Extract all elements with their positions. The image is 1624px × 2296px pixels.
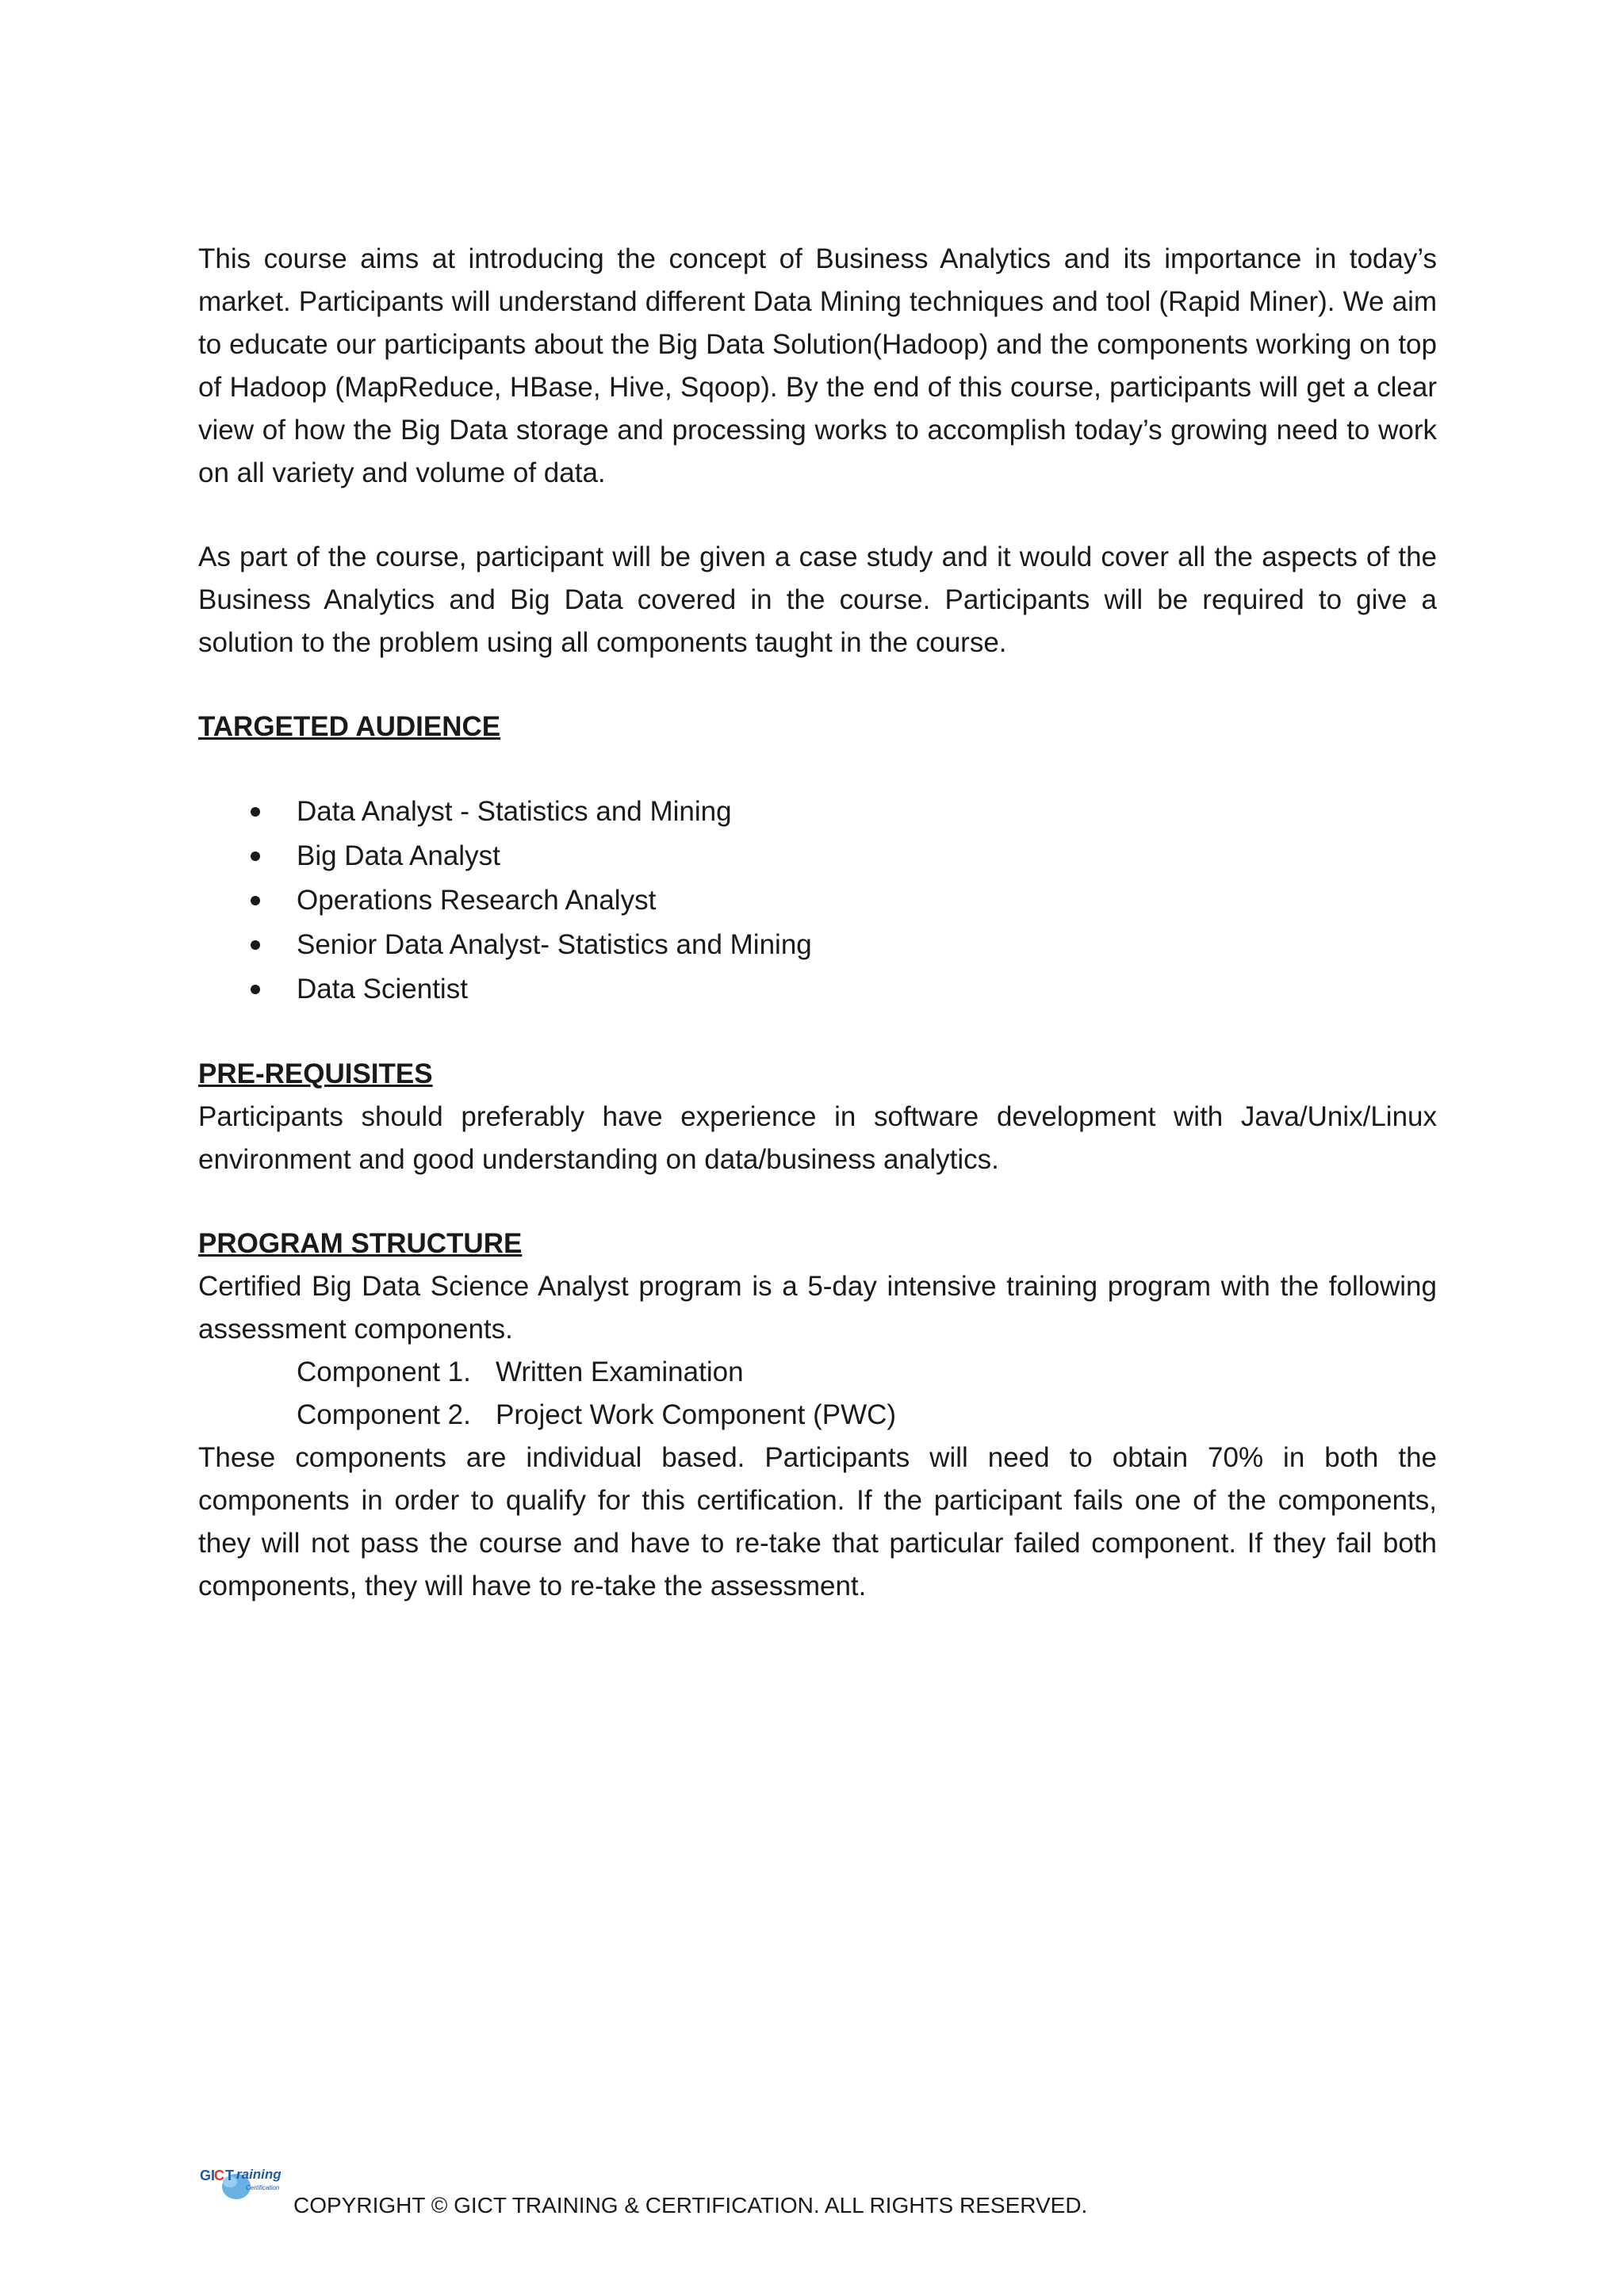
program-intro: Certified Big Data Science Analyst program is a 5-day intensive training program with the following assessment components. xyxy=(198,1271,1437,1345)
bullet-icon xyxy=(251,896,260,905)
component-label: Component 1. xyxy=(297,1357,471,1387)
program-outro: These components are individual based. Participants will need to obtain 70% in both the components in order to qualify for this certification. If the participant fails one of the components, they will not pass the course and have to re-take that particular failed component. If they fail both components, they will have to re-take the assessment. xyxy=(198,1442,1437,1601)
bullet-icon xyxy=(251,985,260,994)
bullet-icon xyxy=(251,807,260,817)
component-row-1 xyxy=(198,1351,1437,1394)
svg-text:T: T xyxy=(225,2168,234,2183)
audience-list xyxy=(198,790,1437,1012)
document-body xyxy=(198,238,1437,1608)
component-name: Project Work Component (PWC) xyxy=(496,1399,897,1430)
component-label: Component 2. xyxy=(297,1399,471,1430)
gict-logo xyxy=(200,2156,287,2204)
bullet-icon xyxy=(251,940,260,950)
list-item: Data Analyst - Statistics and Mining xyxy=(251,790,1437,834)
intro-paragraph-2: As part of the course, participant will be given a case study and it would cover all the aspects of the Business Analytics and Big Data covered in the course. Participants will be required to give a solution to the problem using all components taught in the course. xyxy=(198,541,1437,658)
copyright-notice: COPYRIGHT © GICT TRAINING & CERTIFICATION. ALL RIGHTS RESERVED. xyxy=(293,2193,1088,2218)
prerequisites-text: Participants should preferably have experience in software development with Java/Unix/Linux environment and good understanding on data/business analytics. xyxy=(198,1101,1437,1175)
list-item: Big Data Analyst xyxy=(251,834,1437,878)
targeted-audience-heading: TARGETED AUDIENCE xyxy=(198,711,501,742)
prerequisites-heading: PRE-REQUISITES xyxy=(198,1058,433,1089)
component-row-2 xyxy=(198,1394,1437,1437)
list-item: Operations Research Analyst xyxy=(251,878,1437,923)
bullet-icon xyxy=(251,851,260,861)
svg-text:GI: GI xyxy=(200,2168,216,2183)
program-structure-heading: PROGRAM STRUCTURE xyxy=(198,1228,523,1259)
page-footer xyxy=(200,2156,1310,2220)
list-item: Data Scientist xyxy=(251,967,1437,1012)
svg-text:C: C xyxy=(214,2168,224,2183)
intro-paragraph-1: This course aims at introducing the concept of Business Analytics and its importance in today’s market. Participants will understand different Data Mining techniques and tool (Rapid Miner). We aim to educate our participants about the Big Data Solution(Hadoop) and the components working on top of Hadoop (MapReduce, HBase, Hive, Sqoop). By the end of this course, participants will get a clear view of how the Big Data storage and processing works to accomplish today’s growing need to work on all variety and volume of data. xyxy=(198,243,1437,488)
component-name: Written Examination xyxy=(496,1357,744,1387)
list-item: Senior Data Analyst- Statistics and Mining xyxy=(251,923,1437,967)
svg-text:raining: raining xyxy=(236,2167,282,2182)
svg-text:Certification: Certification xyxy=(246,2184,280,2191)
